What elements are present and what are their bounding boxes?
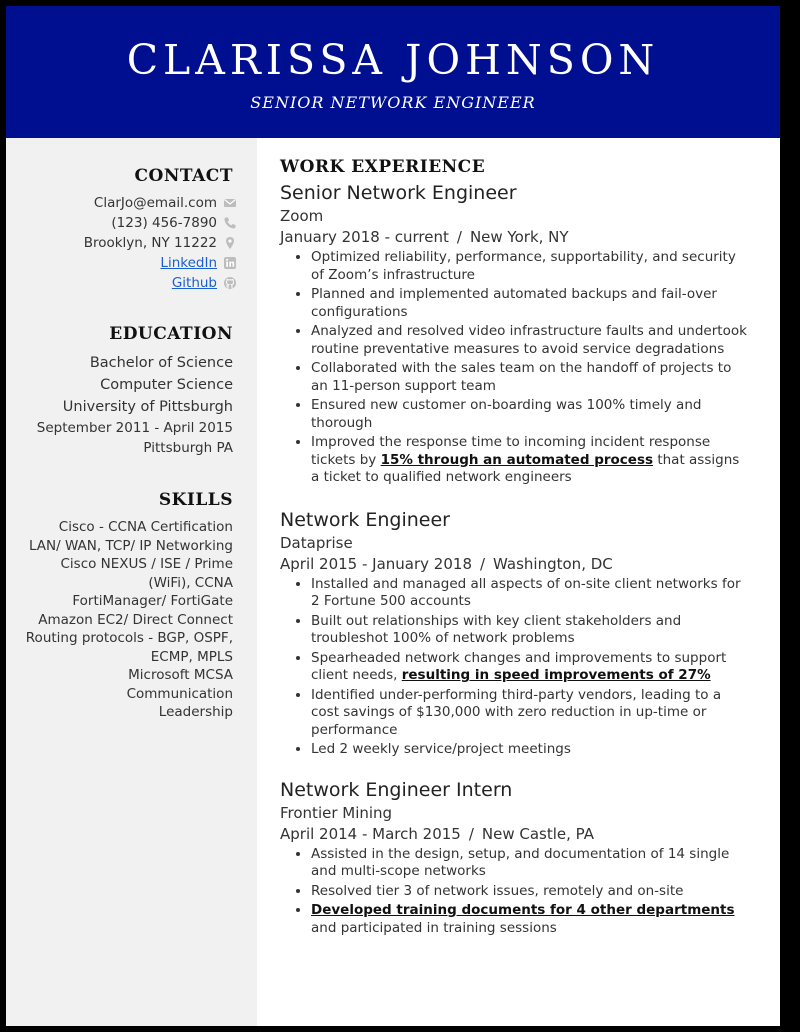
job-company: Zoom [280, 207, 324, 225]
job-dates-location: April 2015 - January 2018 / Washington, DC [280, 554, 613, 573]
contact-heading: CONTACT [134, 166, 233, 186]
github-icon [223, 276, 237, 290]
job-dates: April 2014 - March 2015 [280, 824, 461, 843]
candidate-title: SENIOR NETWORK ENGINEER [250, 93, 536, 112]
linkedin-icon [223, 256, 237, 270]
resume-header [6, 6, 780, 138]
job-bullets [280, 249, 750, 487]
contact-phone[interactable] [7, 214, 237, 232]
job-bullet: • Developed training documents for 4 other departments and participated in training sessions [311, 902, 750, 937]
job-dates: January 2018 - current [280, 228, 449, 246]
job-location: New Castle, PA [481, 824, 595, 843]
job-entry [280, 777, 750, 938]
skill-item: LAN/ WAN, TCP/ IP Networking [28, 537, 233, 554]
education-place: Pittsburgh PA [143, 440, 233, 456]
job-bullet: • Collaborated with the sales team on the handoff of projects to an 11-person support team [311, 360, 750, 395]
skill-item: Cisco - CCNA Certification [58, 519, 233, 535]
job-bullet: • Optimized reliability, performance, supportability, and security of Zoom’s infrastructure [311, 249, 750, 284]
job-bullet: • Led 2 weekly service/project meetings [311, 741, 750, 759]
email-text: ClarJo@email.com [93, 195, 217, 211]
skill-item: Routing protocols - BGP, OSPF, ECMP, MPLS [25, 630, 233, 665]
phone-icon [223, 216, 237, 230]
job-title: Senior Network Engineer [280, 182, 517, 204]
main-column [280, 156, 750, 939]
job-bullet: • Identified under-performing third-party vendors, leading to a cost savings of $130,000 with zero reduction in up-time or performance [311, 687, 750, 740]
skill-item: Cisco NEXUS / ISE / Prime (WiFi), CCNA [60, 556, 233, 591]
education-degree: Bachelor of Science [89, 355, 233, 371]
work-experience-heading: WORK EXPERIENCE [280, 157, 486, 177]
job-bullet: • Analyzed and resolved video infrastructure faults and undertook routine preventative measures to avoid service degradations [311, 323, 750, 358]
education-dates: September 2011 - April 2015 [36, 420, 233, 436]
achievement-highlight: Developed training documents for 4 other departments [311, 902, 735, 918]
education-heading: EDUCATION [109, 324, 233, 344]
job-bullets [280, 576, 750, 759]
linkedin-link[interactable]: LinkedIn [160, 255, 217, 271]
envelope-icon [223, 196, 237, 210]
education-school: University of Pittsburgh [62, 399, 233, 415]
job-dates-location: April 2014 - March 2015 / New Castle, PA [280, 824, 595, 843]
phone-text: (123) 456-7890 [111, 215, 217, 231]
job-location: Washington, DC [493, 554, 613, 573]
job-dates: April 2015 - January 2018 [280, 554, 472, 573]
skill-item: Amazon EC2/ Direct Connect [38, 611, 233, 628]
resume-page [6, 6, 780, 1026]
skill-item: Microsoft MCSA [128, 667, 233, 683]
job-title: Network Engineer [280, 508, 450, 531]
contact-email[interactable] [7, 194, 237, 212]
contact-github[interactable] [7, 274, 237, 292]
job-location: New York, NY [469, 228, 569, 246]
skills-list [23, 518, 233, 722]
contact-location [7, 234, 237, 252]
achievement-highlight: 15% through an automated process [380, 451, 654, 468]
job-bullet: • Built out relationships with key client stakeholders and troubleshot 100% of network problems [311, 613, 750, 648]
sidebar [6, 138, 257, 1026]
job-bullet: • Spearheaded network changes and improvements to support client needs, resulting in speed improvements of 27% [311, 650, 750, 685]
skill-item: Communication [126, 685, 233, 702]
job-company: Frontier Mining [280, 803, 393, 822]
job-bullet: • Resolved tier 3 of network issues, remotely and on-site [311, 883, 750, 901]
job-bullet: • Installed and managed all aspects of on-site client networks for 2 Fortune 500 accounts [311, 576, 750, 611]
contact-linkedin[interactable] [7, 254, 237, 272]
github-link[interactable]: Github [171, 275, 217, 291]
achievement-highlight: resulting in speed improvements of 27% [401, 667, 711, 683]
location-text: Brooklyn, NY 11222 [83, 235, 217, 251]
job-bullet: • Ensured new customer on-boarding was 100% timely and thorough [311, 397, 750, 432]
job-bullet: • Assisted in the design, setup, and documentation of 14 single and multi-scope networks [311, 846, 750, 881]
job-bullet: • Improved the response time to incoming incident response tickets by 15% through an automated process that assigns a ticket to qualified network engineers [311, 434, 750, 487]
skill-item: FortiManager/ FortiGate [72, 593, 233, 609]
skills-heading: SKILLS [158, 490, 233, 510]
job-dates-location: January 2018 - current / New York, NY [280, 228, 569, 246]
job-entry [280, 507, 750, 759]
candidate-name: CLARISSA JOHNSON [126, 36, 660, 84]
skill-item: Leadership [158, 704, 233, 720]
education-major: Computer Science [100, 377, 233, 393]
job-bullet: • Planned and implemented automated backups and fail-over configurations [311, 286, 750, 321]
job-company: Dataprise [280, 533, 353, 552]
job-bullets [280, 846, 750, 938]
job-entry [280, 180, 750, 487]
job-title: Network Engineer Intern [280, 778, 513, 801]
map-pin-icon [223, 236, 237, 250]
